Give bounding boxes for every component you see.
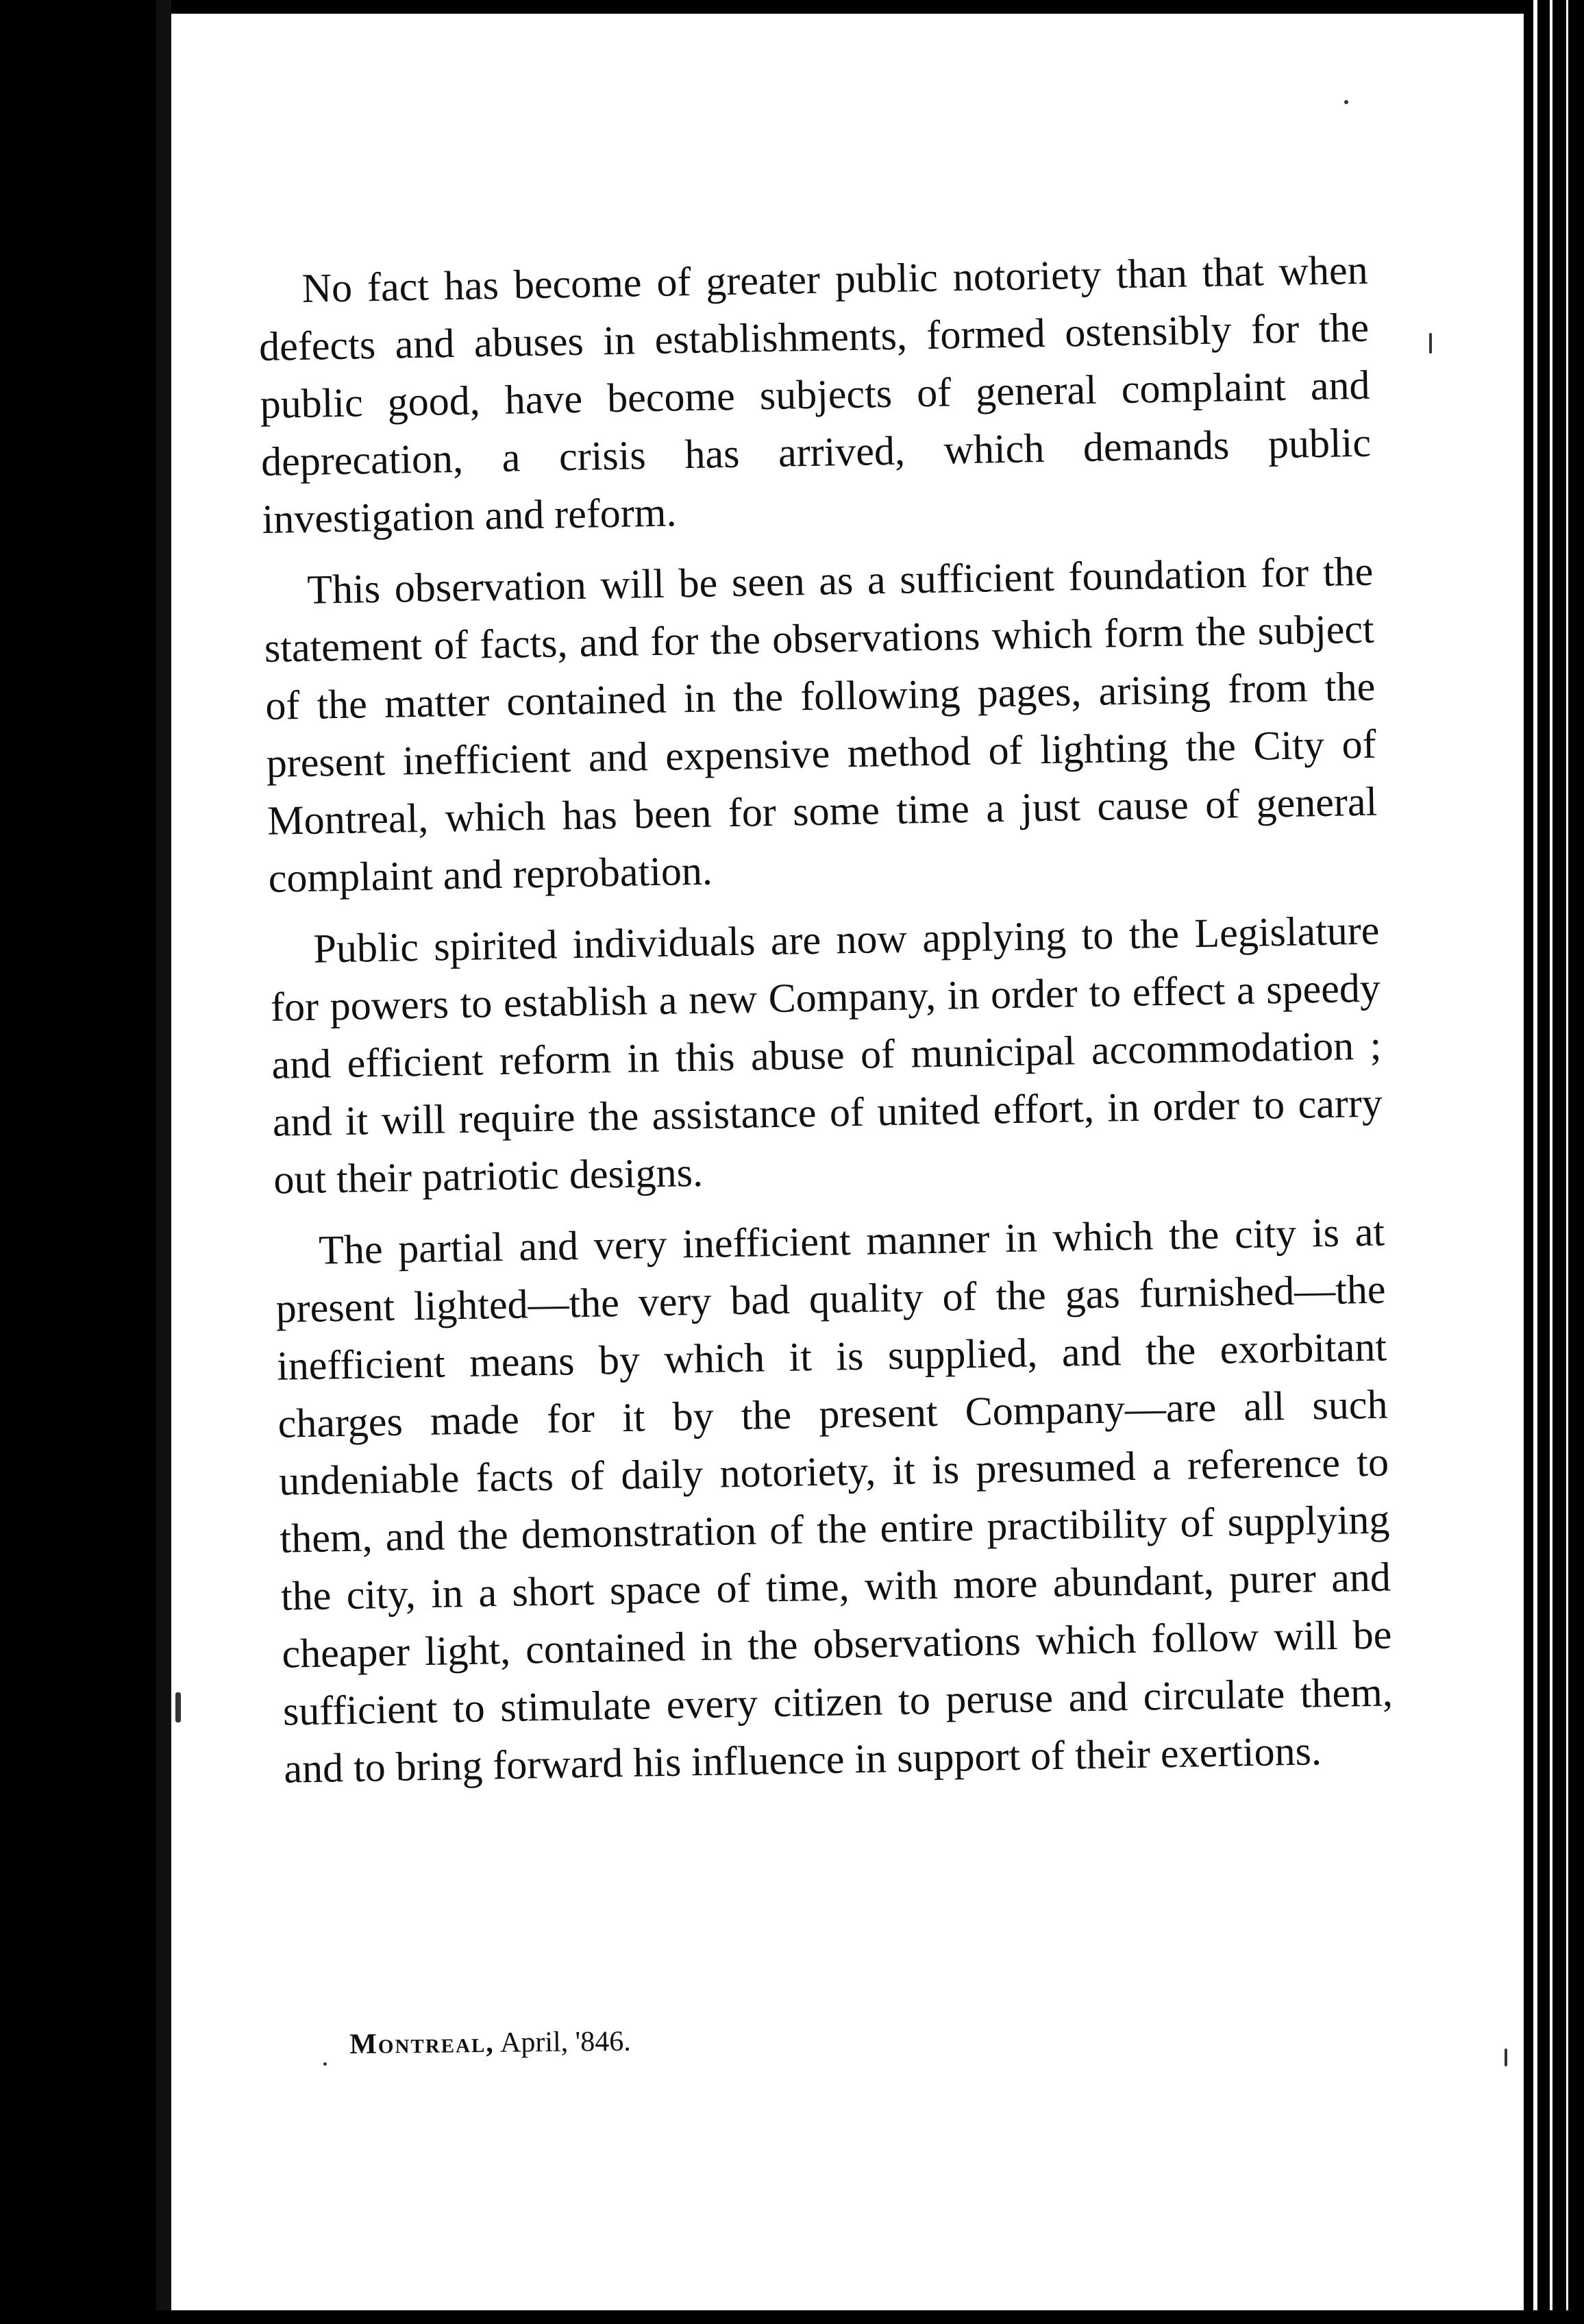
- body-text: [258, 241, 1394, 1812]
- paragraph: This observation will be seen as a sufficient foundation for the statement of facts, and for the observations which form the subject of the matter contained in the following pages, arising from the present inefficient and expensive method of lighting the City of Montreal, which has been for some time a just cause of general complaint and reprobation.: [264, 548, 1378, 901]
- paragraph: The partial and very inefficient manner in which the city is at present lighted—the very bad quality of the gas furnished—the inefficient means by which it is supplied, and the exorbitant charges made for it by the present Company—are all such undeniable facts of daily notoriety, it is presumed a reference to them, and the demonstration of the entire practibility of supplying the city, in a short space of time, with more abundant, purer and cheaper light, contained in the observations which follow will be sufficient to stimulate every citizen to peruse and circulate them, and to bring forward his influence in support of their exertions.: [275, 1209, 1394, 1792]
- page-edge-line: [1550, 0, 1552, 2324]
- scan-border-bottom: [0, 2310, 1584, 2324]
- dateline-date: April, '846.: [499, 2025, 631, 2059]
- page-edge-line: [1566, 0, 1568, 2324]
- scan-speck: [1505, 2049, 1507, 2066]
- dateline-place: Montreal,: [349, 2027, 495, 2060]
- scan-border-top: [0, 0, 1584, 14]
- paragraph: No fact has become of greater public notoriety than that when defects and abuses in establishments, formed ostensibly for the public good, have become subjects of general complaint and deprecation, a crisis has arrived, which demands public investigation and reform.: [258, 247, 1372, 542]
- scan-border-left: [0, 0, 171, 2324]
- scan-speck: [1429, 333, 1432, 354]
- page-edge-line: [1533, 0, 1537, 2324]
- paragraph: Public spirited individuals are now applying to the Legislature for powers to establish a new Company, in order to effect a speedy and efficient reform in this abuse of municipal accommodation ; and it will require the assistance of united effort, in order to carry out their patriotic designs.: [270, 907, 1383, 1202]
- scan-speck: [323, 2062, 327, 2066]
- dateline: [349, 2025, 631, 2061]
- scan-speck: [175, 1692, 181, 1722]
- scan-speck: [1344, 100, 1348, 104]
- page-edge-left: [156, 0, 171, 2324]
